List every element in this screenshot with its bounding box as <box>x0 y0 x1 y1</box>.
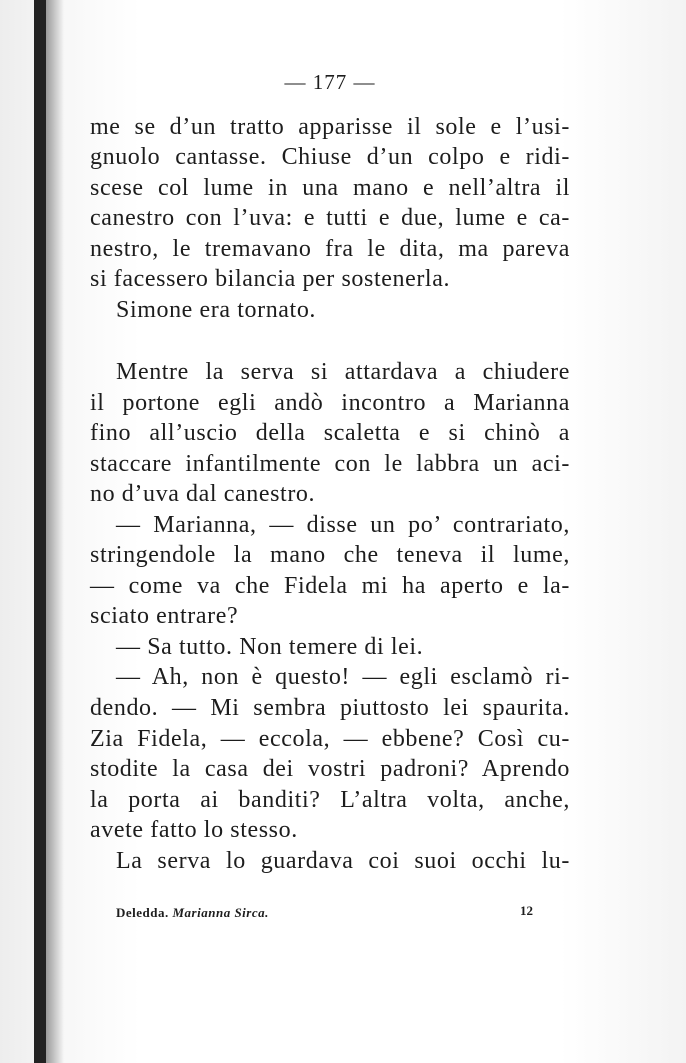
text-line: sciato entrare? <box>90 603 239 629</box>
text-line: nestro, le tremavano fra le dita, ma pareva <box>90 236 570 262</box>
text-line: — Ah, non è questo! — egli esclamò ri- <box>116 664 570 690</box>
text-line: — Marianna, — disse un po’ contrariato, <box>116 512 570 538</box>
footer-citation <box>116 905 269 921</box>
text-line: me se d’un tratto apparisse il sole e l’usi- <box>90 114 570 140</box>
text-line: avete fatto lo stesso. <box>90 817 298 843</box>
text-line: fino all’uscio della scaletta e si chinò a <box>90 420 570 446</box>
text-line: canestro con l’uva: e tutti e due, lume e ca- <box>90 205 570 231</box>
binding-edge <box>34 0 46 1063</box>
text-line: — come va che Fidela mi ha aperto e la- <box>90 573 570 599</box>
signature-mark: 12 <box>520 903 533 918</box>
text-line: Simone era tornato. <box>116 297 317 323</box>
text-line: stodite la casa dei vostri padroni? Aprendo <box>90 756 570 782</box>
text-line: si facessero bilancia per sostenerla. <box>90 266 451 292</box>
footer-author: Deledda. <box>116 905 169 920</box>
text-line: Mentre la serva si attardava a chiudere <box>116 359 570 385</box>
text-line: dendo. — Mi sembra piuttosto lei spaurita. <box>90 695 570 721</box>
text-line: staccare infantilmente con le labbra un aci- <box>90 451 570 477</box>
text-line: no d’uva dal canestro. <box>90 481 316 507</box>
text-line: scese col lume in una mano e nell’altra il <box>90 175 570 201</box>
text-line: il portone egli andò incontro a Marianna <box>90 390 570 416</box>
text-line: La serva lo guardava coi suoi occhi lu- <box>116 848 570 874</box>
text-line: la porta ai banditi? L’altra volta, anche, <box>90 787 570 813</box>
footer-title: Marianna Sirca. <box>172 905 269 920</box>
text-line: gnuolo cantasse. Chiuse d’un colpo e ridi- <box>90 144 570 170</box>
binding-shadow <box>46 0 64 1063</box>
text-line: stringendole la mano che teneva il lume, <box>90 542 570 568</box>
text-line: Zia Fidela, — eccola, — ebbene? Così cu- <box>90 726 570 752</box>
page-number: — 177 — <box>284 70 376 94</box>
text-line: — Sa tutto. Non temere di lei. <box>116 634 424 660</box>
